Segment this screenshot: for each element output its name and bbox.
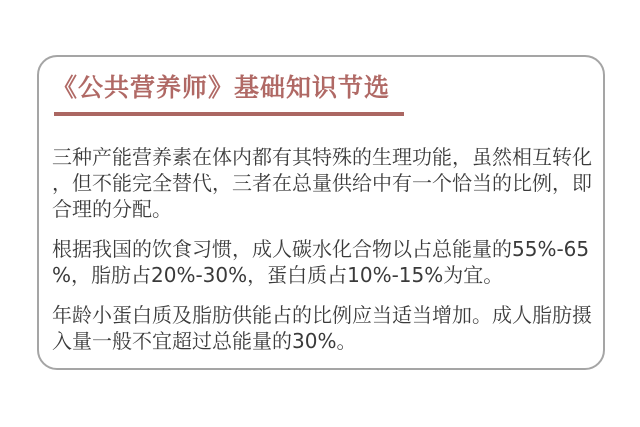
card-title: 《公共营养师》基础知识节选 xyxy=(52,73,391,102)
paragraph-nutrient-functions: 三种产能营养素在体内都有其特殊的生理功能，虽然相互转化，但不能完全替代，三者在总量供给中有一个恰当的比例，即合理的分配。 xyxy=(52,145,592,221)
paragraph-age-fat-intake: 年龄小蛋白质及脂肪供能占的比例应当适当增加。成人脂肪摄入量一般不宜超过总能量的30%。 xyxy=(52,303,592,353)
card-body xyxy=(52,144,590,354)
paragraph-energy-ratios: 根据我国的饮食习惯，成人碳水化合物以占总能量的55%-65%，脂肪占20%-30%，蛋白质占10%-15%为宜。 xyxy=(52,237,590,287)
knowledge-card xyxy=(37,55,605,370)
title-underline-divider xyxy=(54,112,404,116)
